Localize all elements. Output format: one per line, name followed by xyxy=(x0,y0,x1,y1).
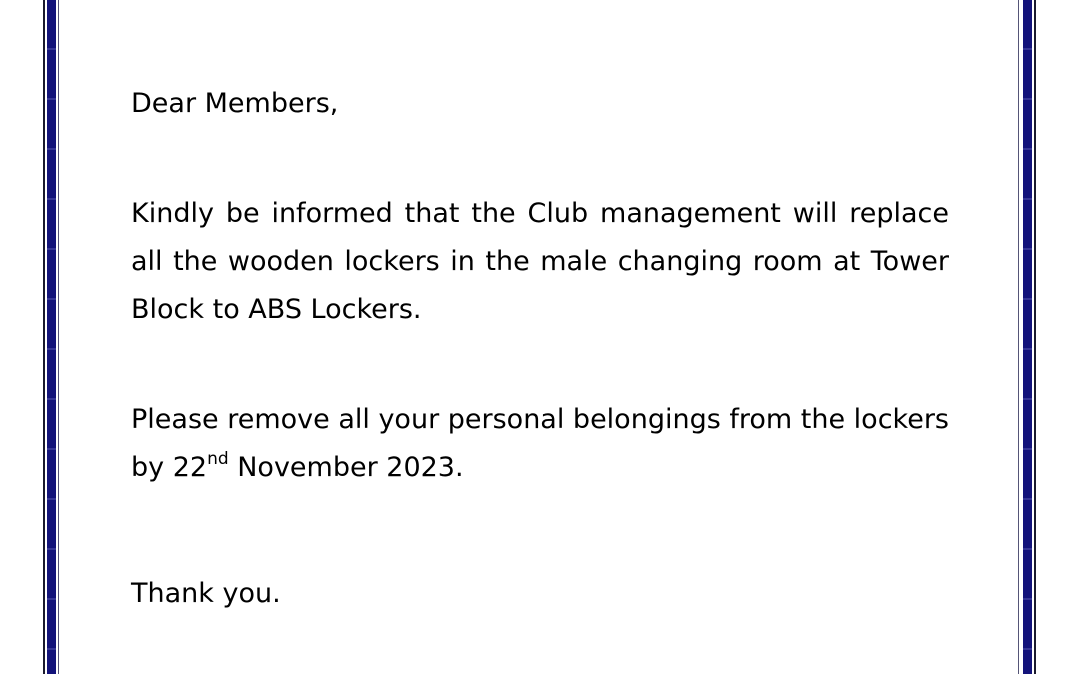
right-border-outer-line xyxy=(1034,0,1036,674)
paragraph-remove-belongings-text: Please remove all your personal belongings from the lockers by 22 xyxy=(131,404,949,483)
letter-body xyxy=(131,80,949,618)
paragraph-locker-replacement: Kindly be informed that the Club management will replace all the wooden lockers in the male changing room at Tower Block to ABS Lockers. xyxy=(131,198,949,325)
left-page-border xyxy=(43,0,63,674)
paragraph-remove-belongings-date: November 2023. xyxy=(228,452,464,483)
right-border-inner-line xyxy=(1018,0,1019,674)
left-border-inner-line xyxy=(58,0,59,674)
closing: Thank you. xyxy=(131,578,281,609)
right-border-band xyxy=(1023,0,1032,674)
date-ordinal-suffix: nd xyxy=(207,449,229,469)
right-page-border xyxy=(1018,0,1038,674)
left-border-band xyxy=(47,0,56,674)
paragraph-remove-belongings xyxy=(131,396,949,492)
greeting: Dear Members, xyxy=(131,88,339,119)
left-border-outer-line xyxy=(43,0,45,674)
